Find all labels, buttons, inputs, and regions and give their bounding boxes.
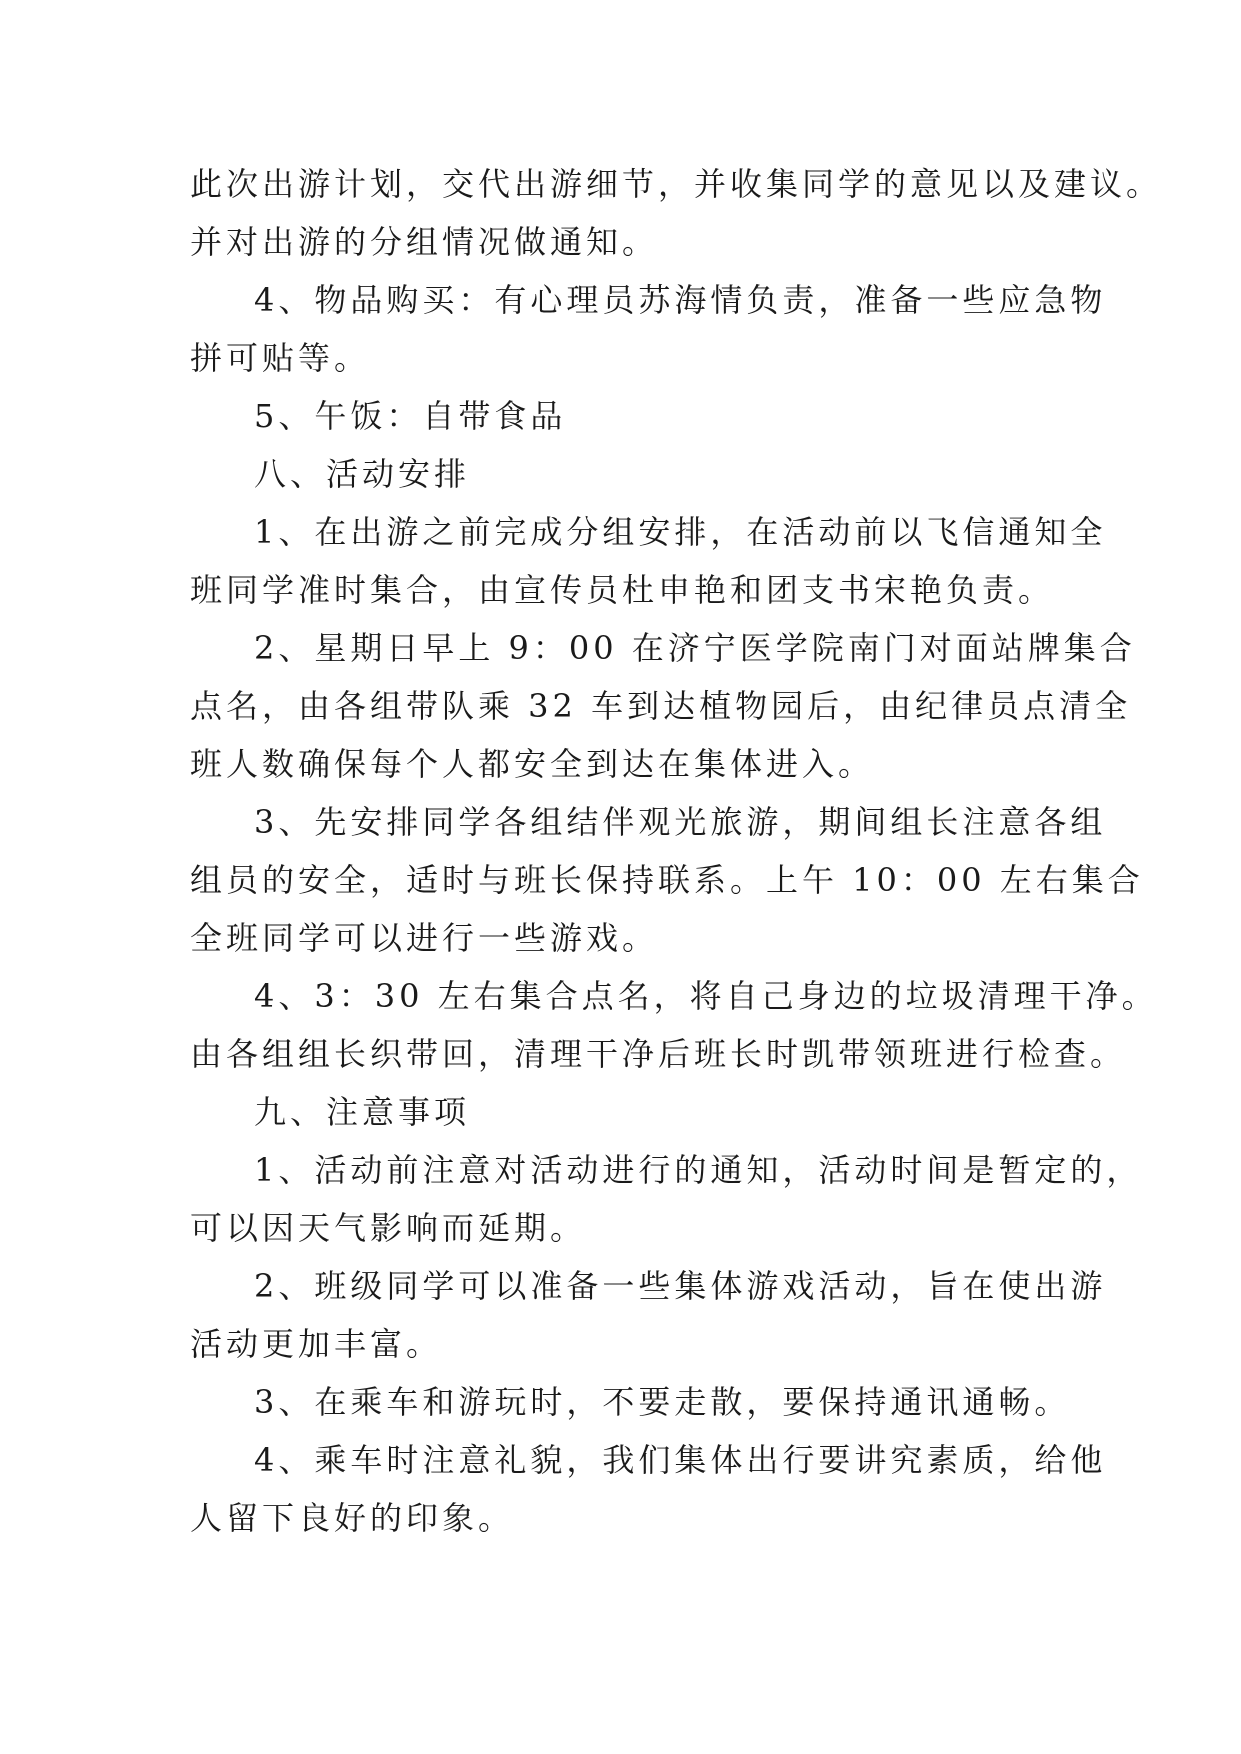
text-line: 并对出游的分组情况做通知。: [190, 223, 659, 261]
text-line: 点名，由各组带队乘 32 车到达植物园后，由纪律员点清全: [190, 687, 1132, 725]
text-line: 3、先安排同学各组结伴观光旅游，期间组长注意各组: [254, 803, 1107, 841]
text-line: 4、乘车时注意礼貌，我们集体出行要讲究素质，给他: [254, 1441, 1107, 1479]
text-line: 拼可贴等。: [190, 339, 371, 377]
text-line: 此次出游计划，交代出游细节，并收集同学的意见以及建议。: [190, 165, 1163, 203]
text-line: 活动更加丰富。: [190, 1325, 443, 1363]
text-line: 5、午饭：自带食品: [254, 397, 567, 435]
text-line: 3、在乘车和游玩时，不要走散，要保持通讯通畅。: [254, 1383, 1071, 1421]
text-line: 可以因天气影响而延期。: [190, 1209, 587, 1247]
text-line: 班人数确保每个人都安全到达在集体进入。: [190, 745, 875, 783]
text-line: 1、活动前注意对活动进行的通知，活动时间是暂定的，: [254, 1151, 1143, 1189]
text-line: 全班同学可以进行一些游戏。: [190, 919, 659, 957]
text-line: 人留下良好的印象。: [190, 1499, 515, 1537]
section-heading: 八、活动安排: [254, 455, 471, 493]
text-line: 班同学准时集合，由宣传员杜申艳和团支书宋艳负责。: [190, 571, 1055, 609]
section-heading: 九、注意事项: [254, 1093, 471, 1131]
text-line: 2、星期日早上 9：00 在济宁医学院南门对面站牌集合: [254, 629, 1136, 667]
text-line: 2、班级同学可以准备一些集体游戏活动，旨在使出游: [254, 1267, 1107, 1305]
text-line: 4、物品购买：有心理员苏海情负责，准备一些应急物: [254, 281, 1107, 319]
text-line: 组员的安全，适时与班长保持联系。上午 10：00 左右集合: [190, 861, 1144, 899]
text-line: 1、在出游之前完成分组安排，在活动前以飞信通知全: [254, 513, 1107, 551]
text-line: 由各组组长织带回，清理干净后班长时凯带领班进行检查。: [190, 1035, 1127, 1073]
text-line: 4、3：30 左右集合点名，将自己身边的垃圾清理干净。: [254, 977, 1158, 1015]
